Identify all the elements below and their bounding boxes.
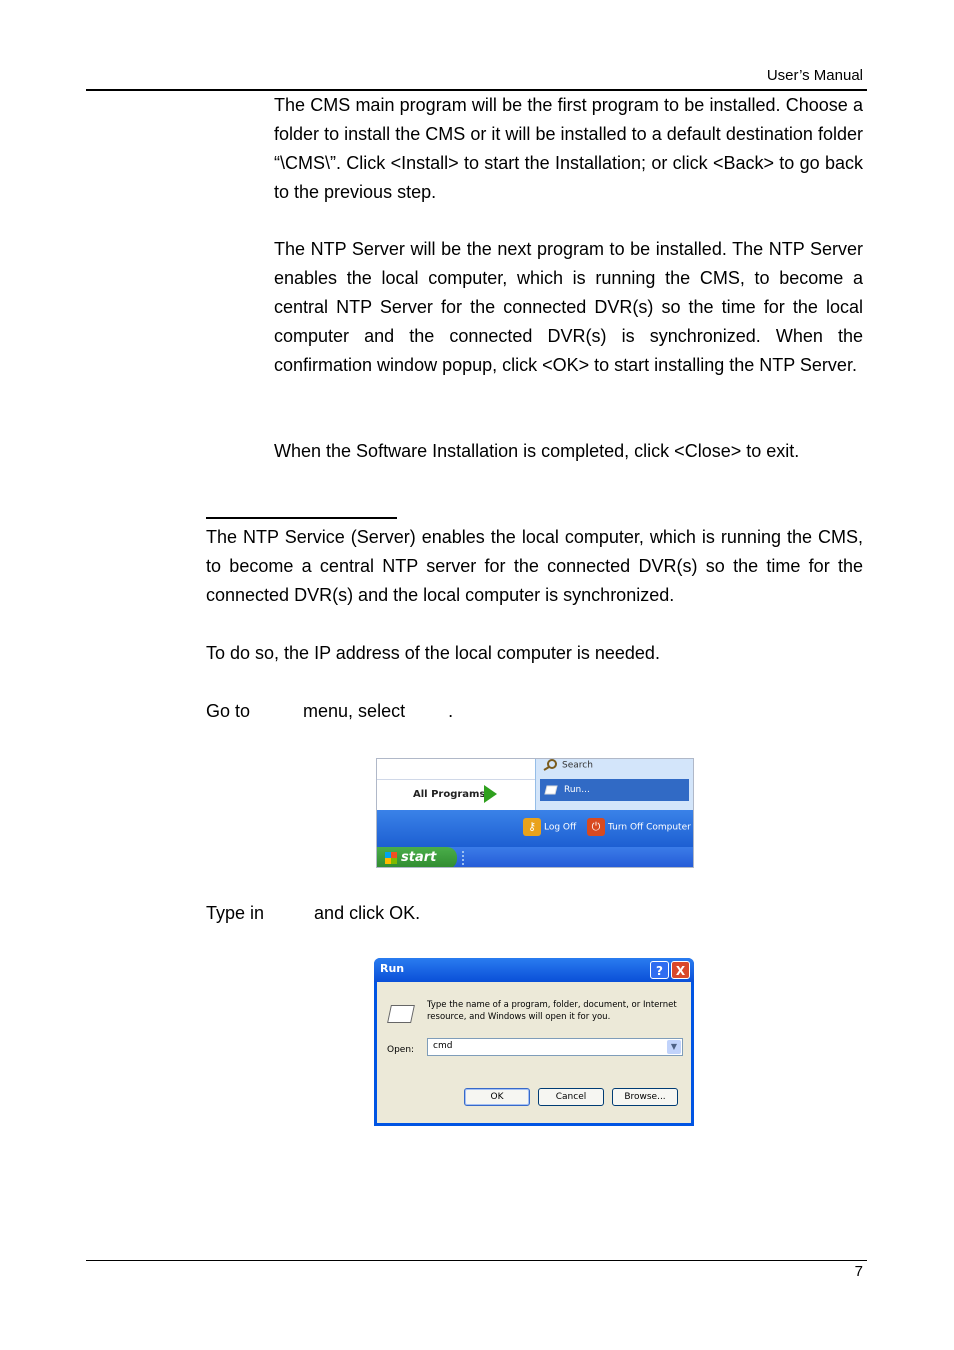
paragraph-cms-install: The CMS main program will be the first program to be installed. Choose a folder to install the CMS or it will be installed to a default destination folder “\CMS\”. Click <Install> to start the Installation; or click <Back> to go back to the previous step. xyxy=(274,95,863,202)
start-menu-bottom-bar xyxy=(377,810,694,847)
windows-flag-icon xyxy=(385,852,397,864)
run-icon xyxy=(544,785,558,795)
ok-button[interactable]: OK xyxy=(464,1088,530,1106)
page-number: 7 xyxy=(854,1263,863,1280)
close-button[interactable]: X xyxy=(671,961,690,979)
key-icon: ⚷ xyxy=(523,818,541,836)
search-icon xyxy=(542,759,558,771)
run-dialog-titlebar xyxy=(374,958,694,982)
all-programs-label[interactable]: All Programs xyxy=(413,789,486,800)
start-button[interactable] xyxy=(377,847,457,868)
run-program-icon xyxy=(387,1005,415,1023)
open-field-value: cmd xyxy=(433,1041,453,1051)
search-item[interactable] xyxy=(542,759,593,771)
chevron-down-icon[interactable]: ▼ xyxy=(667,1040,681,1054)
footer-rule xyxy=(86,1260,867,1261)
paragraph-ntp-service: The NTP Service (Server) enables the local computer, which is running the CMS, to become a central NTP server for the connected DVR(s) so the time for the connected DVR(s) and the local computer is synchronized. xyxy=(206,527,863,605)
running-head: User’s Manual xyxy=(766,67,863,84)
paragraph-ip-needed: To do so, the IP address of the local computer is needed. xyxy=(206,643,660,663)
go-to-text: Go to xyxy=(206,701,251,721)
log-off-label: Log Off xyxy=(544,822,577,833)
run-item[interactable] xyxy=(540,779,689,801)
browse-button[interactable]: Browse... xyxy=(612,1088,678,1106)
open-label: Open: xyxy=(387,1045,415,1055)
turn-off-label: Turn Off Computer xyxy=(608,822,691,833)
divider xyxy=(377,779,535,780)
run-dialog-body xyxy=(377,982,691,1123)
paragraph-go-to-menu xyxy=(206,697,863,726)
section-heading-rule xyxy=(206,517,397,519)
click-ok-text: and click OK. xyxy=(314,903,421,923)
start-menu-screenshot xyxy=(376,758,694,868)
all-programs-arrow-icon xyxy=(484,785,497,803)
run-description: Type the name of a program, folder, document, or Internet resource, and Windows will open it for you. xyxy=(427,1000,677,1022)
period-text: . xyxy=(448,701,454,721)
type-in-text: Type in xyxy=(206,903,265,923)
open-field[interactable] xyxy=(427,1038,683,1056)
taskbar xyxy=(377,847,694,868)
power-icon: ⏻ xyxy=(587,818,605,836)
taskbar-grip xyxy=(462,851,467,865)
help-button[interactable]: ? xyxy=(650,961,669,979)
search-label: Search xyxy=(562,760,593,771)
start-menu-right-pane xyxy=(535,759,694,810)
run-dialog-title: Run xyxy=(380,962,405,975)
cancel-button[interactable]: Cancel xyxy=(538,1088,604,1106)
menu-select-text: menu, select xyxy=(303,701,406,721)
turn-off-button[interactable] xyxy=(587,818,691,837)
run-dialog-screenshot xyxy=(374,958,694,1126)
start-label: start xyxy=(401,850,437,865)
start-menu-left-pane xyxy=(377,759,535,810)
log-off-button[interactable] xyxy=(523,818,576,837)
paragraph-type-in xyxy=(206,899,863,928)
paragraph-ntp-install: The NTP Server will be the next program to be installed. The NTP Server enables the local computer, which is running the CMS, to become a central NTP Server for the connected DVR(s) so the time for the local computer and the connected DVR(s) is synchronized. When the confirmation window popup, click <OK> to start installing the NTP Server. xyxy=(274,239,863,375)
paragraph-installation-complete: When the Software Installation is completed, click <Close> to exit. xyxy=(274,441,800,461)
run-label: Run... xyxy=(564,785,590,795)
